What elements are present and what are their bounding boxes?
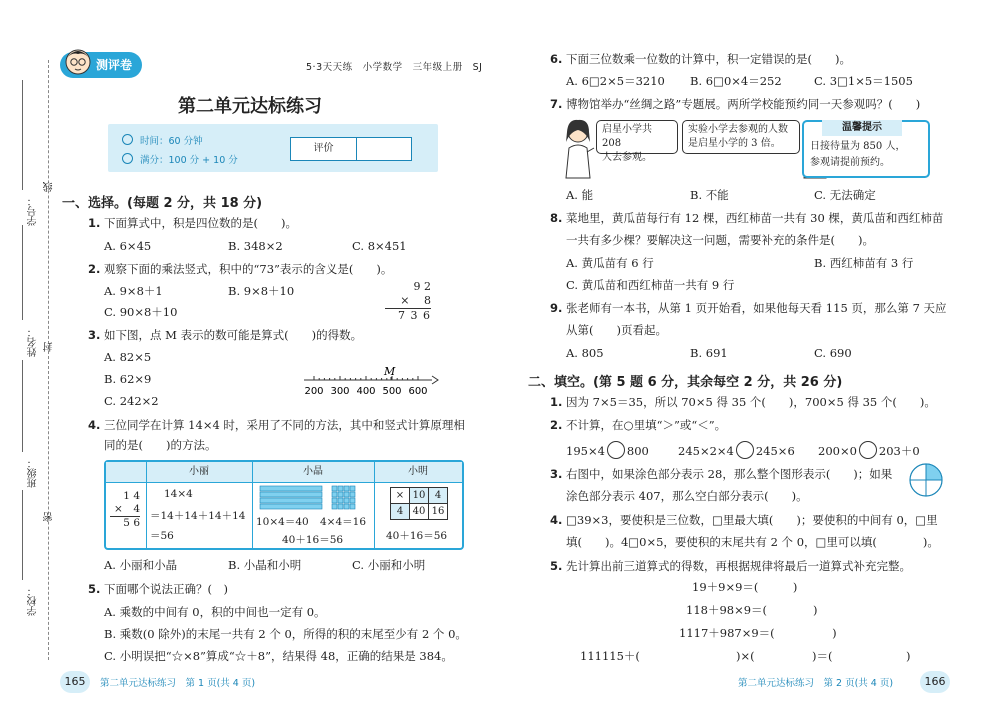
q5-option-a[interactable]: A. 乘数的中间有 0，积的中间也一定有 0。 [104,605,326,619]
q5-option-b[interactable]: B. 乘数(0 除外)的末尾一共有 2 个 0，所得的积的末尾至少有 2 个 0。 [104,627,467,641]
compare3-left: 200×0 [818,444,857,458]
q4-vert-1: 1 4 [123,490,140,502]
q4-divider-3 [374,462,375,548]
name-line [22,225,23,320]
q4-divider-2 [252,462,253,548]
unit-block [350,492,355,497]
evaluation-label: 评价 [291,138,357,160]
fill-q3-text-1: 右图中，如果涂色部分表示 28，那么整个图形表示( )；如果 [566,467,893,481]
binding-seal-mark: 封 [44,342,55,352]
unit-block [344,486,349,491]
test-badge: 测评卷 [60,52,142,78]
q2-option-b[interactable]: B. 9×8＋10 [228,284,295,298]
fill-q5-line4-c: )＝( [812,649,833,663]
number-line-tick-label: 300 [330,386,350,397]
full-score: 满分：100 分 + 10 分 [140,155,238,166]
number-line-tick-label: 600 [408,386,428,397]
q2-stem [88,261,392,277]
series-info: 5·3天天练 小学数学 三年级上册 SJ [306,62,483,73]
q4-xiaoli-line3: ＝56 [150,530,174,542]
q7-stem [550,96,920,112]
check-icon [122,153,133,164]
fill-q2-text: 不计算，在○里填“＞”或“＜”。 [566,418,727,432]
q4-xiaoli-line1: 14×4 [164,488,193,500]
fill-q2-compare-1 [566,441,649,459]
q4-xiaojing-calc3: 40＋16＝56 [282,534,344,546]
fill-q3-line2: 涂色部分表示 407，那么空白部分表示( )。 [566,489,808,503]
q4-xiaoming-grid [390,487,446,519]
q7-option-b[interactable]: B. 不能 [690,188,729,202]
binding-secret-mark: 密 [44,512,55,522]
compare1-right: 800 [626,444,649,458]
q2-option-a[interactable]: A. 9×8＋1 [104,284,163,298]
fill-q5 [550,558,911,574]
unit-block [332,492,337,497]
fill-q2-number: 2. [550,418,563,432]
q2-number: 2. [88,262,101,276]
q7-bubble-qixing [596,120,678,163]
q7-bubble-shiyan [682,120,800,154]
right-page-number: 166 [920,671,950,693]
q4-header-xiaoming: 小明 [374,462,462,482]
left-page-number: 165 [60,671,90,693]
q8-stem-1 [550,210,943,226]
q4-option-c[interactable]: C. 小丽和小明 [352,558,426,572]
school-label: 学校： [28,586,39,616]
q6-option-b[interactable]: B. 6□0×4＝252 [690,74,782,88]
q4-option-b[interactable]: B. 小晶和小明 [228,558,302,572]
q6-stem [550,51,851,67]
number-line-arrow [432,376,438,384]
q6-number: 6. [550,52,563,66]
compare2-circle[interactable] [736,441,754,459]
number-line-tick-label: 500 [382,386,402,397]
unit-block [344,498,349,503]
q2-vert-mid: × 8 [385,294,431,309]
compare2-left: 245×2×4 [678,444,734,458]
unit-block [344,492,349,497]
q5-option-c[interactable]: C. 小明误把“☆×8”算成“☆＋8”，结果得 48，正确的结果是 384。 [104,649,453,663]
fill-q1-text: 因为 7×5＝35，所以 70×5 得 35 个( )，700×5 得 35 个( )。 [566,395,936,409]
q4-xiaoli-line2: ＝14＋14＋14＋14 [150,510,246,522]
q4-grid-cell-10: 10 [409,487,429,504]
fill-q2-compare-3 [818,441,920,459]
q7-tip-line1: 日接待量为 850 人， [810,141,906,152]
q3-stem [88,327,362,343]
q1-number: 1. [88,216,101,230]
q7-tip-box [802,120,930,178]
q8-option-a[interactable]: A. 黄瓜苗有 6 行 [566,256,654,270]
unit-block [338,504,343,509]
q4-grid-cell-4a: 4 [428,487,448,504]
q7-tip-line2: 参观请提前预约。 [810,157,890,168]
q4-grid-cell-40: 40 [409,503,429,520]
q1-option-a[interactable]: A. 6×45 [104,239,152,253]
q9-text-1: 张老师有一本书，从第 1 页开始看，如果他每天看 115 页，那么第 7 天应 [566,301,947,315]
binding-line-mark: 线 [44,182,55,192]
q4-text-1: 三位同学在计算 14×4 时，采用了不同的方法，其中和竖式计算原理相 [104,418,465,432]
q2-text: 观察下面的乘法竖式，积中的“73”表示的含义是( )。 [104,262,393,276]
fill-q2 [550,417,726,433]
fill-q2-compare-2 [678,441,795,459]
q7-bubble1-line1: 启星小学共 208 [602,124,652,149]
quarter-circle-icon [908,462,944,498]
q4-xiaojing-blocks [258,485,370,513]
q4-vert-2: × 4 [110,503,140,517]
q5-stem [88,581,228,597]
fill-q1 [550,394,936,410]
fill-q4-line1 [550,512,938,528]
q9-stem-2: 从第( )页看起。 [566,323,667,337]
q4-xiaojing-calc2: 4×4＝16 [320,516,367,528]
q7-tip-title: 温馨提示 [822,120,902,136]
clock-icon [122,134,133,145]
number-line-mark-m: M [384,365,396,378]
q7-option-c[interactable]: C. 无法确定 [814,188,876,202]
student-no-label: 学号： [28,196,39,226]
q8-stem-2: 一共有多少棵？要解决这一问题，需要补充的条件是( )。 [566,233,874,247]
fill-q5-line4-b: )×( [736,649,755,663]
binding-dashed-line [48,60,49,660]
q4-grid-cell-16: 16 [428,503,448,520]
q3-option-a[interactable]: A. 82×5 [104,350,152,364]
q1-text: 下面算式中，积是四位数的是( )。 [104,216,298,230]
compare1-left: 195×4 [566,444,605,458]
name-label: 姓名： [28,327,39,357]
q1-stem [88,215,297,231]
q3-option-b[interactable]: B. 62×9 [104,372,152,386]
q9-option-a[interactable]: A. 805 [566,346,604,360]
fill-q5-line1: 19＋9×9＝( ) [692,580,798,594]
fill-q3-line1 [550,466,892,482]
q4-grid-cell-4b: 4 [390,503,410,520]
q2-vert-bottom: 7 3 6 [398,309,431,322]
q8-option-c[interactable]: C. 黄瓜苗和西红柿苗一共有 9 行 [566,278,735,292]
fill-q4-number: 4. [550,513,563,527]
unit-block [350,498,355,503]
fill-q5-number: 5. [550,559,563,573]
fill-q3-number: 3. [550,467,563,481]
class-label: 班级： [28,458,39,488]
q7-option-a[interactable]: A. 能 [566,188,594,202]
unit-block [344,504,349,509]
fill-q4-text-1: □39×3，要使积是三位数，□里最大填( )；要使积的中间有 0，□里 [566,513,938,527]
q3-number: 3. [88,328,101,342]
q3-option-c[interactable]: C. 242×2 [104,394,159,408]
q7-bubble2-line1: 实验小学去参观的人数 [688,124,788,135]
page-title: 第二单元达标练习 [178,96,322,117]
q5-text: 下面哪个说法正确？( ) [104,582,229,596]
fill-q5-line4-d: ) [906,649,911,663]
q7-number: 7. [550,97,563,111]
q6-text: 下面三位数乘一位数的计算中，积一定错误的是( )。 [566,52,852,66]
q8-text-1: 菜地里，黄瓜苗每行有 12 棵，西红柿苗一共有 30 棵，黄瓜苗和西红柿苗 [566,211,944,225]
school-line [22,490,23,580]
compare3-circle[interactable] [859,441,877,459]
q4-header-xiaojing: 小晶 [252,462,374,482]
q4-number: 4. [88,418,101,432]
unit-block [350,504,355,509]
q4-option-a[interactable]: A. 小丽和小晶 [104,558,178,572]
compare3-right: 203＋0 [878,444,920,458]
girl-illustration-icon [560,118,596,180]
q9-option-b[interactable]: B. 691 [690,346,728,360]
unit-block [338,486,343,491]
q5-number: 5. [88,582,101,596]
fill-q1-number: 1. [550,395,563,409]
fill-q4-line2: 填( )。4□0×5，要使积的末尾共有 2 个 0，□里可以填( )。 [566,535,939,549]
q4-methods-table [104,460,464,550]
unit-block [332,486,337,491]
number-line-tick-label: 400 [356,386,376,397]
q4-stem-1 [88,417,465,433]
info-box [108,124,438,172]
section2-title: 二、填空。(第 5 题 6 分，其余每空 2 分，共 26 分) [528,375,843,390]
compare2-right: 245×6 [755,444,795,458]
compare1-circle[interactable] [607,441,625,459]
q3-number-line [300,364,440,398]
q8-number: 8. [550,211,563,225]
q2-vertical-multiplication [385,280,431,323]
q9-number: 9. [550,301,563,315]
q9-stem-1 [550,300,947,316]
fill-q5-line2: 118＋98×9＝( ) [686,603,818,617]
class-line [22,360,23,452]
q1-option-c[interactable]: C. 8×451 [352,239,407,253]
q4-grid-cell-x: × [390,487,410,504]
q2-vert-top: 9 2 [413,280,431,293]
left-footer-text: 第二单元达标练习 第 1 页(共 4 页) [100,678,256,689]
fill-q5-line3: 1117＋987×9＝( ) [679,626,837,640]
q4-vert-3: 5 6 [123,517,140,529]
q4-xiaoming-calc: 40＋16＝56 [386,530,448,542]
q7-bubble2-line2: 是启星小学的 3 倍。 [688,138,781,149]
fill-q5-line4-a: 111115＋( [580,649,640,663]
q4-divider-1 [146,462,147,548]
evaluation-box[interactable] [290,137,412,161]
q6-option-c[interactable]: C. 3□1×5＝1505 [814,74,913,88]
q8-option-b[interactable]: B. 西红柿苗有 3 行 [814,256,914,270]
unit-block [332,498,337,503]
time-limit: 时间：60 分钟 [140,136,203,147]
unit-block [338,492,343,497]
q4-header-xiaoli: 小丽 [146,462,252,482]
section1-title: 一、选择。(每题 2 分，共 18 分) [62,196,263,211]
unit-block [350,486,355,491]
q4-vertical-calc [110,490,140,530]
q6-option-a[interactable]: A. 6□2×5＝3210 [566,74,665,88]
q7-text: 博物馆举办“丝绸之路”专题展。两所学校能预约同一天参观吗？( ) [566,97,921,111]
right-footer-text: 第二单元达标练习 第 2 页(共 4 页) [738,678,894,689]
q9-option-c[interactable]: C. 690 [814,346,852,360]
q7-bubble1-line2: 人去参观。 [602,152,652,163]
q2-option-c[interactable]: C. 90×8＋10 [104,305,178,319]
q4-stem-2: 同的是( )的方法。 [104,438,217,452]
unit-block [332,504,337,509]
fill-q5-text: 先计算出前三道算式的得数，再根据规律将最后一道算式补充完整。 [566,559,912,573]
unit-block [338,498,343,503]
number-line-tick-label: 200 [304,386,324,397]
student-face-icon [64,44,92,78]
q3-text: 如下图，点 M 表示的数可能是算式( )的得数。 [104,328,363,342]
q1-option-b[interactable]: B. 348×2 [228,239,283,253]
q4-xiaojing-calc1: 10×4＝40 [256,516,309,528]
